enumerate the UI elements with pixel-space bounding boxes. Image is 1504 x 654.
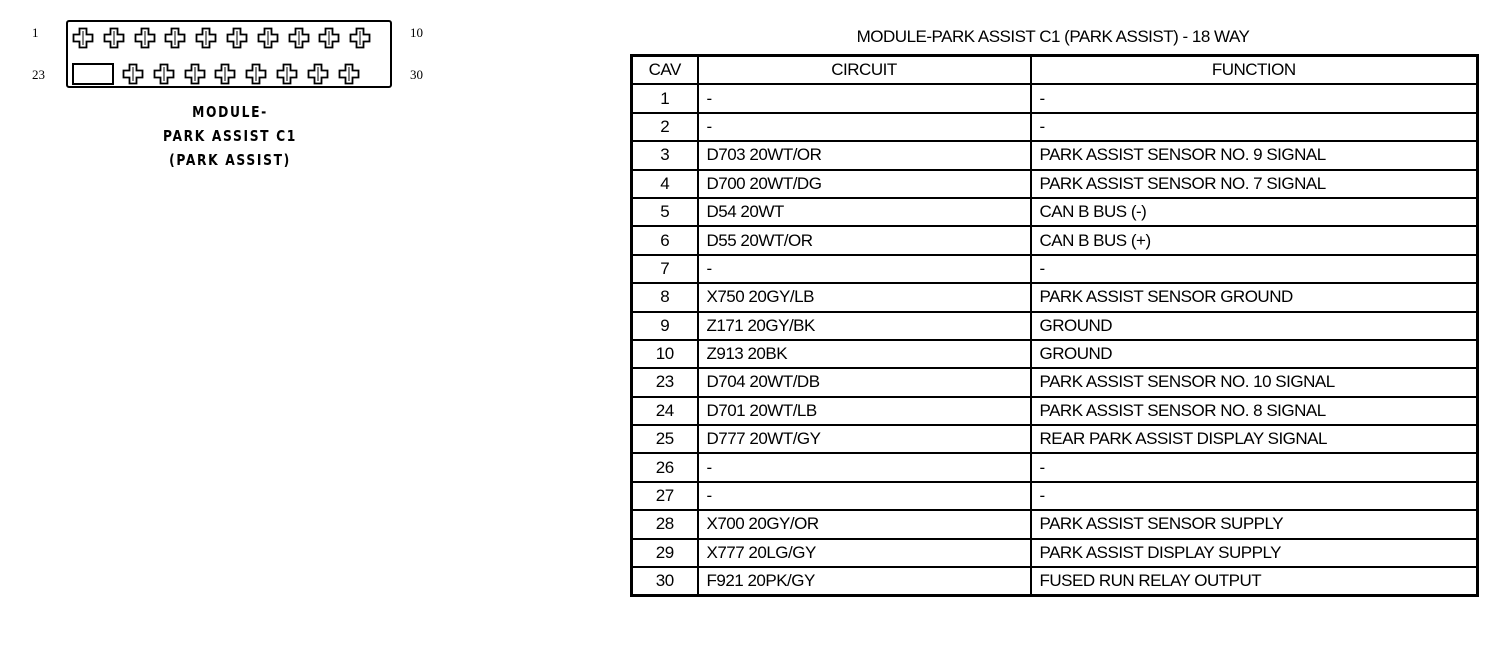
function-cell: PARK ASSIST SENSOR NO. 9 SIGNAL [1031,141,1478,169]
connector-label-line-2: PARK ASSIST C1 [162,127,298,145]
cav-cell: 26 [632,453,698,481]
connector-pin-icon [349,27,371,49]
pin-number-row2-end: 30 [410,67,423,82]
connector-pin-icon [134,27,156,49]
cav-cell: 2 [632,113,698,141]
circuit-cell: D700 20WT/DG [698,170,1031,198]
circuit-cell: - [698,453,1031,481]
circuit-cell: D701 20WT/LB [698,397,1031,425]
connector-label-line-3: (PARK ASSIST) [169,151,291,169]
circuit-cell: X700 20GY/OR [698,510,1031,538]
connector-label-line-1: MODULE- [192,103,268,121]
table-header-row [632,56,1478,85]
table-row [632,312,1478,340]
connector-pin-icon [338,63,360,85]
function-cell: - [1031,255,1478,283]
cav-cell: 25 [632,425,698,453]
header-function: FUNCTION [1031,56,1478,85]
cav-cell: 4 [632,170,698,198]
table-row [632,453,1478,481]
cav-cell: 24 [632,397,698,425]
circuit-cell: X777 20LG/GY [698,539,1031,567]
circuit-cell: Z913 20BK [698,340,1031,368]
table-row [632,170,1478,198]
circuit-cell: D704 20WT/DB [698,368,1031,396]
header-circuit: CIRCUIT [698,56,1031,85]
function-cell: PARK ASSIST SENSOR NO. 8 SIGNAL [1031,397,1478,425]
function-cell: - [1031,482,1478,510]
circuit-cell: X750 20GY/LB [698,283,1031,311]
cav-cell: 30 [632,567,698,596]
circuit-cell: - [698,482,1031,510]
connector-blank-cavity [72,63,114,85]
pin-number-row1-end: 10 [410,25,423,40]
pinout-table [630,54,1479,597]
table-row [632,141,1478,169]
circuit-cell: Z171 20GY/BK [698,312,1031,340]
circuit-cell: D55 20WT/OR [698,226,1031,254]
function-cell: CAN B BUS (-) [1031,198,1478,226]
table-row [632,482,1478,510]
table-row [632,255,1478,283]
header-cav: CAV [632,56,698,85]
function-cell: PARK ASSIST SENSOR NO. 10 SIGNAL [1031,368,1478,396]
table-row [632,425,1478,453]
cav-cell: 6 [632,226,698,254]
connector-pin-icon [226,27,248,49]
connector-pin-icon [214,63,236,85]
circuit-cell: D54 20WT [698,198,1031,226]
cav-cell: 29 [632,539,698,567]
connector-pin-icon [184,63,206,85]
table-row [632,84,1478,112]
cav-cell: 7 [632,255,698,283]
table-row [632,397,1478,425]
circuit-cell: D777 20WT/GY [698,425,1031,453]
cav-cell: 27 [632,482,698,510]
function-cell: REAR PARK ASSIST DISPLAY SIGNAL [1031,425,1478,453]
table-row [632,198,1478,226]
circuit-cell: - [698,113,1031,141]
cav-cell: 10 [632,340,698,368]
circuit-cell: F921 20PK/GY [698,567,1031,596]
function-cell: FUSED RUN RELAY OUTPUT [1031,567,1478,596]
circuit-cell: D703 20WT/OR [698,141,1031,169]
cav-cell: 9 [632,312,698,340]
connector-pin-icon [103,27,125,49]
table-row [632,510,1478,538]
connector-pin-icon [257,27,279,49]
cav-cell: 8 [632,283,698,311]
table-row [632,567,1478,596]
function-cell: - [1031,453,1478,481]
function-cell: PARK ASSIST SENSOR NO. 7 SIGNAL [1031,170,1478,198]
table-row [632,539,1478,567]
function-cell: CAN B BUS (+) [1031,226,1478,254]
connector-pin-icon [288,27,310,49]
circuit-cell: - [698,84,1031,112]
cav-cell: 28 [632,510,698,538]
pin-number-row2-start: 23 [32,67,45,82]
cav-cell: 1 [632,84,698,112]
connector-pin-icon [276,63,298,85]
table-row [632,368,1478,396]
table-row [632,226,1478,254]
connector-pin-icon [164,27,186,49]
connector-pin-icon [318,27,340,49]
table-row [632,340,1478,368]
function-cell: - [1031,84,1478,112]
function-cell: GROUND [1031,340,1478,368]
cav-cell: 23 [632,368,698,396]
function-cell: PARK ASSIST DISPLAY SUPPLY [1031,539,1478,567]
connector-pin-icon [195,27,217,49]
connector-pin-icon [307,63,329,85]
table-row [632,113,1478,141]
circuit-cell: - [698,255,1031,283]
cav-cell: 5 [632,198,698,226]
function-cell: PARK ASSIST SENSOR SUPPLY [1031,510,1478,538]
connector-pin-icon [72,27,94,49]
pin-number-row1-start: 1 [32,25,39,40]
cav-cell: 3 [632,141,698,169]
function-cell: GROUND [1031,312,1478,340]
connector-face-diagram [66,20,392,88]
connector-pin-icon [122,63,144,85]
function-cell: - [1031,113,1478,141]
table-row [632,283,1478,311]
connector-label [140,100,320,172]
connector-pin-icon [153,63,175,85]
function-cell: PARK ASSIST SENSOR GROUND [1031,283,1478,311]
table-title: MODULE-PARK ASSIST C1 (PARK ASSIST) - 18 WAY [856,27,1250,46]
connector-pin-icon [245,63,267,85]
